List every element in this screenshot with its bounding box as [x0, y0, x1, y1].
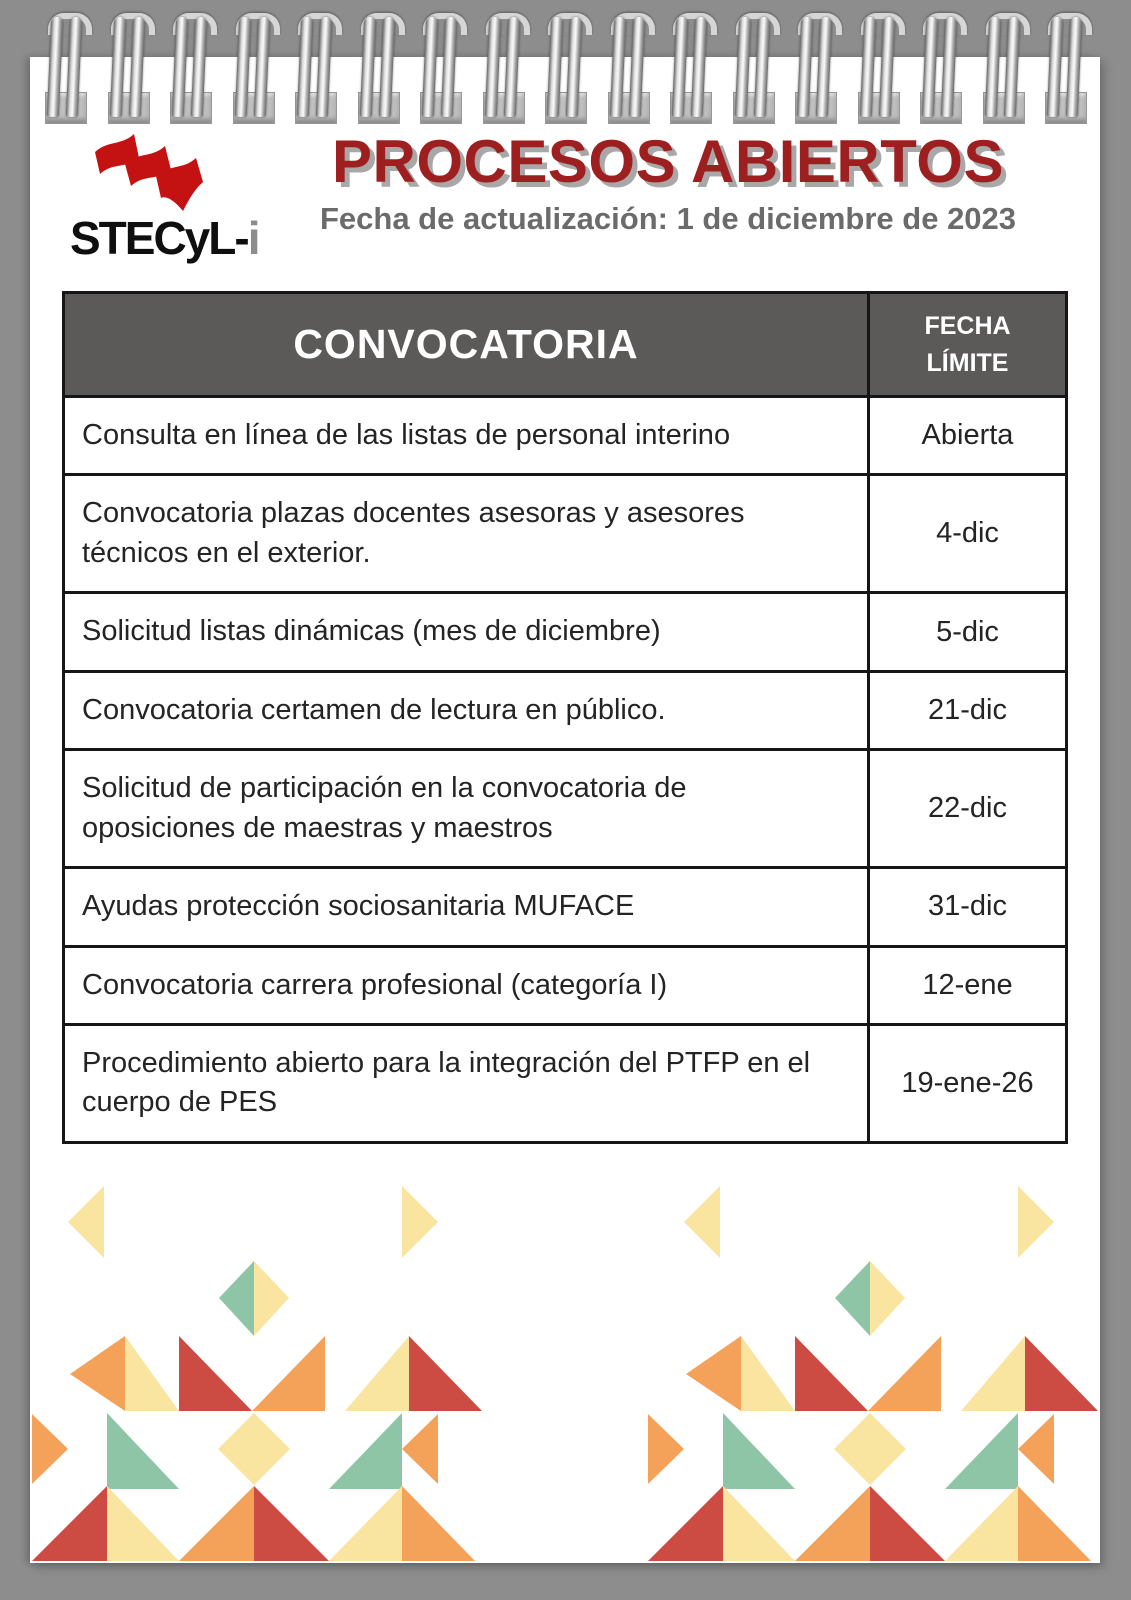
fecha-limite-cell: 12-ene	[922, 968, 1013, 1001]
wire-arc	[548, 13, 592, 35]
fecha-limite-cell: 31-dic	[928, 890, 1007, 923]
column-header-convocatoria: CONVOCATORIA	[65, 294, 870, 395]
fecha-limite-cell: 19-ene-26	[901, 1066, 1034, 1099]
table-row	[65, 670, 1065, 748]
wire-arc	[798, 13, 842, 35]
wire-arc	[736, 13, 780, 35]
wire-arc	[423, 13, 467, 35]
update-date: Fecha de actualización: 1 de diciembre de 2023	[319, 201, 1017, 237]
table-row	[65, 395, 1065, 473]
wire-arc	[1048, 13, 1092, 35]
title-block	[270, 128, 1066, 237]
procesos-table	[62, 291, 1068, 1144]
table-row	[65, 866, 1065, 944]
fecha-limite-cell: Abierta	[921, 419, 1014, 452]
fecha-limite-cell: 4-dic	[936, 517, 999, 550]
wire-arc	[611, 13, 655, 35]
wire-arc	[486, 13, 530, 35]
convocatoria-cell: Procedimiento abierto para la integración del PTFP en el cuerpo de PES	[65, 1026, 870, 1141]
table-row	[65, 748, 1065, 866]
convocatoria-cell: Convocatoria certamen de lectura en público.	[65, 673, 870, 748]
wire-arc	[923, 13, 967, 35]
convocatoria-cell: Ayudas protección sociosanitaria MUFACE	[65, 869, 870, 944]
notepad-page	[30, 57, 1100, 1563]
wire-arc	[673, 13, 717, 35]
table-row	[65, 1023, 1065, 1141]
table-row	[65, 591, 1065, 669]
table-body	[65, 395, 1065, 1141]
wire-arc	[361, 13, 405, 35]
convocatoria-cell: Convocatoria carrera profesional (categoría I)	[65, 948, 870, 1023]
wire-arc	[173, 13, 217, 35]
wire-arc	[111, 13, 155, 35]
wire-arc	[298, 13, 342, 35]
convocatoria-cell: Convocatoria plazas docentes asesoras y asesores técnicos en el exterior.	[65, 476, 870, 591]
page-title: PROCESOS ABIERTOS	[332, 128, 1004, 195]
convocatoria-cell: Consulta en línea de las listas de personal interino	[65, 398, 870, 473]
table-header-row	[65, 294, 1065, 395]
fecha-limite-cell: 5-dic	[936, 615, 999, 648]
geometric-pattern	[30, 1184, 1100, 1563]
stecyl-flags-icon	[82, 131, 220, 213]
wire-arc	[48, 13, 92, 35]
logo-suffix: i	[247, 212, 259, 264]
column-header-fecha-limite: FECHA LÍMITE	[924, 312, 1011, 377]
convocatoria-cell: Solicitud listas dinámicas (mes de diciembre)	[65, 594, 870, 669]
stecyl-logo	[70, 131, 270, 264]
wire-arc	[861, 13, 905, 35]
wire-arc	[236, 13, 280, 35]
convocatoria-cell: Solicitud de participación en la convocatoria de oposiciones de maestras y maestros	[65, 751, 870, 866]
stecyl-logo-text	[70, 212, 270, 264]
table-row	[65, 945, 1065, 1023]
fecha-limite-cell: 22-dic	[928, 792, 1007, 825]
logo-name: STECyL-	[70, 212, 248, 264]
wire-arc	[986, 13, 1030, 35]
table-row	[65, 473, 1065, 591]
fecha-limite-cell: 21-dic	[928, 693, 1007, 726]
header	[30, 57, 1100, 264]
